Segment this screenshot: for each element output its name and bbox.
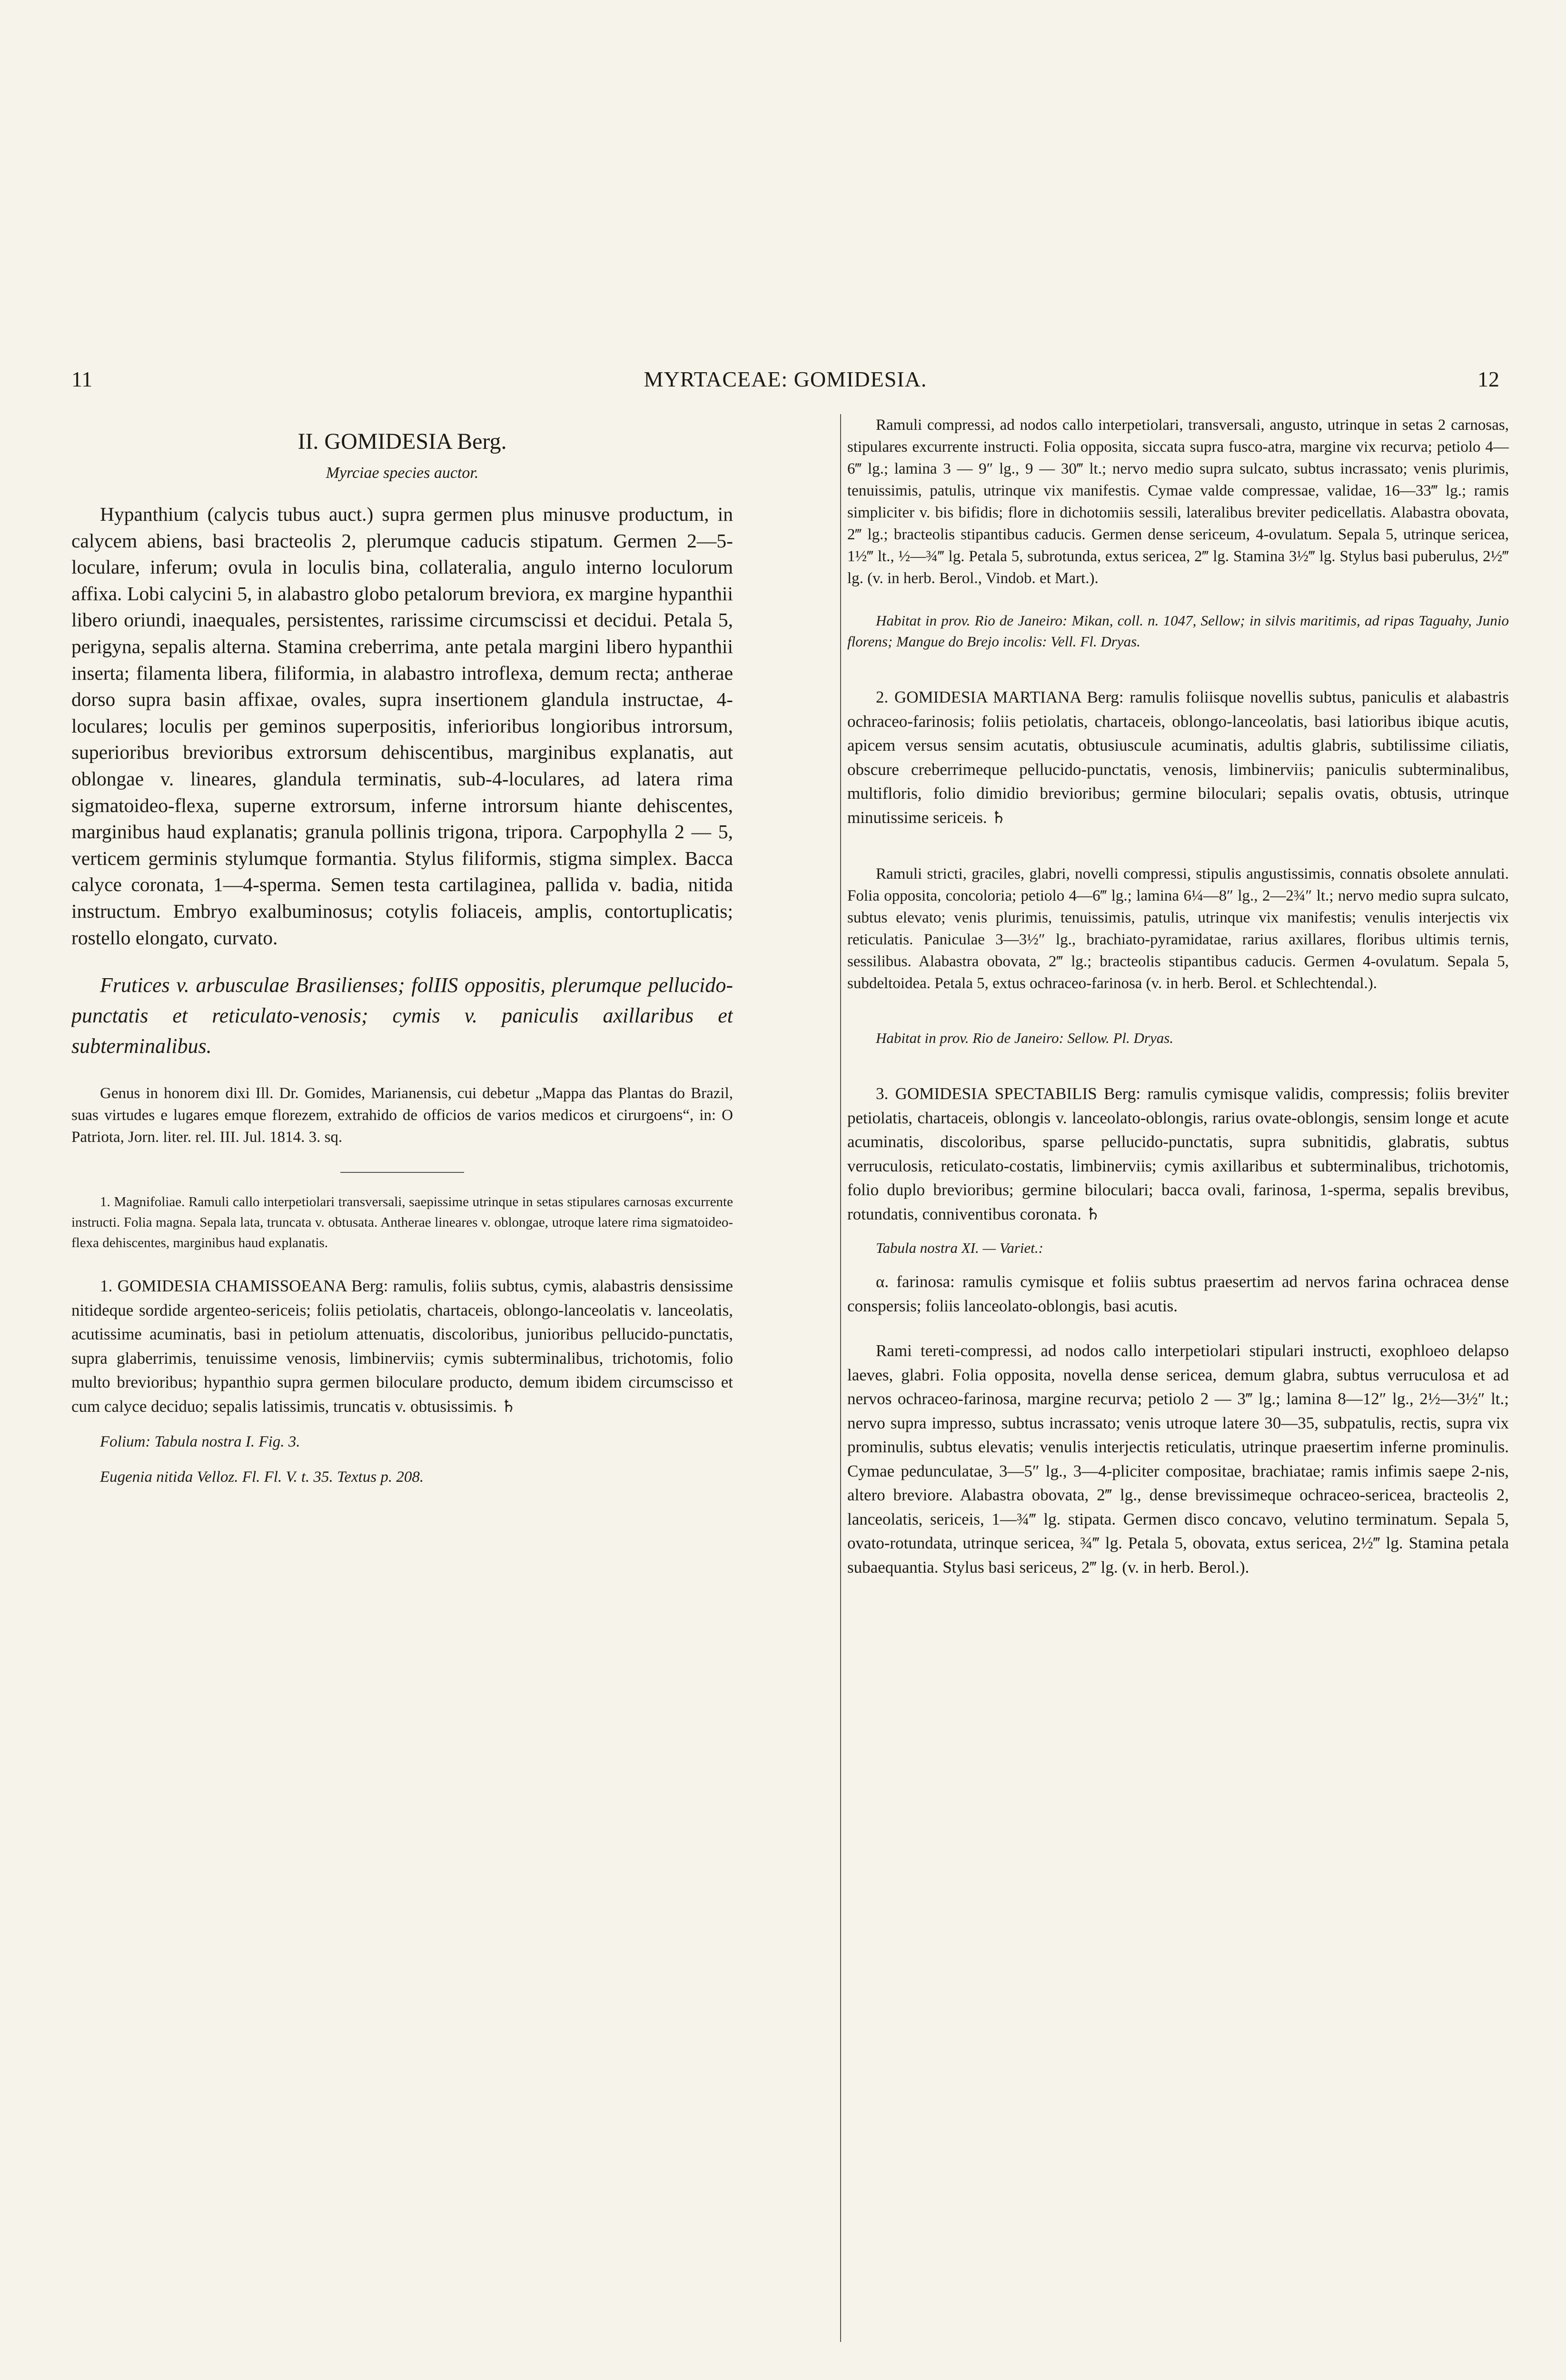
genus-title: II. GOMIDESIA Berg. [297,429,507,454]
species-2-diagnosis: 2. GOMIDESIA MARTIANA Berg: ramulis foliisque novellis subtus, paniculis et alabastris ochraceo-farinosis; foliis petiolatis, chartaceis, oblongo-lanceolatis, basi latioribus ibique acutis, apicem versus sensim acutatis, obtusiuscule acuminatis, adultis glabris, subtilissime ciliatis, obscure creberrimeque pellucido-punctatis, venosis, limbinerviis; paniculis subterminalibus, multifloris, folio dimidio brevioribus; germine biloculari; sepalis ovatis, obtusis, utrinque minutissime sericeis. ♄ [847,688,1509,827]
species-1-diagnosis: 1. GOMIDESIA CHAMISSOEANA Berg: ramulis, foliis subtus, cymis, alabastris densissime nitideque sordide argenteo-sericeis; foliis petiolatis, chartaceis, oblongo-lanceolatis v. lanceolatis, acutissime acuminatis, basi in petiolum attenuatis, discoloribus, junioribus pellucido-punctatis, supra glaberrimis, tenuissime venosis, limbinerviis; cymis subterminalibus, trichotomis, folio multo brevioribus; hypanthio supra germen biloculare producto, demum ibidem circumscisso et cum calyce deciduo; sepalis latissimis, truncatis v. obtusissimis. ♄ [71,1277,733,1416]
page-number-right: 12 [1477,367,1499,391]
species-3-description: Rami tereti-compressi, ad nodos callo interpetiolari stipulari instructi, exophloeo delapso laeves, glabri. Folia opposita, novella dense sericea, demum glabra, subtus verruculosa et ad nervos ochraceo-farinosa, margine recurva; petiolo 2 — 3‴ lg.; lamina 8—12″ lg., 2½—3½″ lt.; nervo supra impresso, subtus incrassato; venis utroque latere 30—35, subpatulis, rectis, supra vix prominulis, subtus elevatis; venulis interjectis reticulatis, utrinque praesertim inferne prominulis. Cymae pedunculatae, 3—5″ lg., 3—4-pliciter compositae, brachiatae; ramis infimis saepe 2-nis, altero breviore. Alabastra obovata, 2‴ lg., dense brevissimeque ochraceo-sericea, bracteolis 2, lanceolatis, sericeis, 1—¾‴ lg. stipata. Germen disco concavo, velutino terminatum. Sepala 5, ovato-rotundata, utrinque sericea, ¾‴ lg. Petala 5, obovata, extus sericea, 2½‴ lg. Stamina petala subaequantia. Stylus basi sericeus, 2‴ lg. (v. in herb. Berol.). [847,1341,1509,1577]
species-2-habitat: Habitat in prov. Rio de Janeiro: Sellow. Pl. Dryas. [876,1030,1174,1046]
section-magnifoliae: 1. Magnifoliae. Ramuli callo interpetiolari transversali, saepissime utrinque in setas stipulares carnosas excurrente instructi. Folia magna. Sepala lata, truncata v. obtusata. Antherae lineares v. oblongae, utroque latere rima sigmatoideo-flexa dehiscentes, marginibus haud explanatis. [71,1194,733,1251]
species-1-citation: Eugenia nitida Velloz. Fl. Fl. V. t. 35. Textus p. 208. [100,1468,424,1486]
genus-description: Hypanthium (calycis tubus auct.) supra germen plus minusve productum, in calycem abiens, basi bracteolis 2, plerumque caducis stipatum. Germen 2—5-loculare, inferum; ovula in loculis bina, collateralia, angulo interno loculorum affixa. Lobi calycini 5, in alabastro globo petalorum breviora, ex margine hypanthii libero oriundi, inaequales, persistentes, rarissime circumscissi et decidui. Petala 5, perigyna, sepalis alterna. Stamina creberrima, ante petala margini libero hypanthii inserta; filamenta libera, filiformia, in alabastro introflexa, demum recta; antherae dorso supra basin affixae, ovales, supra insertionem glandula instructae, 4-loculares; loculis per geminos superpositis, inferioribus longioribus introrsum, superioribus brevioribus extrorsum dehiscentibus, marginibus explanatis, aut oblongae v. lineares, glandula terminatis, sub-4-loculares, ad latera rima sigmatoideo-flexa, superne extrorsum, inferne introrsum hiante dehiscentes, marginibus haud explanatis; granula pollinis trigona, tripora. Carpophylla 2 — 5, verticem germinis stylumque formantia. Stylus filiformis, stigma simplex. Bacca calyce coronata, 1—4-sperma. Semen testa cartilaginea, pallida v. badia, nitida instructum. Embryo exalbuminosus; cotylis foliaceis, amplis, contortuplicatis; rostello elongato, curvato. [71,503,733,949]
running-header [71,367,1499,405]
left-column [71,414,733,2356]
species-2-description: Ramuli stricti, graciles, glabri, novelli compressi, stipulis angustissimis, connatis obsolete annulati. Folia opposita, concoloria; petiolo 4—6‴ lg.; lamina 6¼—8″ lg., 2—2¾″ lt.; nervo medio supra sulcato, subtus elevato; venis plurimis, tenuissimis, patulis, utrinque vix manifestis; venulis interjectis vix reticulatis. Paniculae 3—3½″ lg., brachiato-pyramidatae, rarius axillares, floribus ultimis ternis, sessilibus. Alabastra obovata, 2‴ lg.; bracteolis stipantibus caducis. Germen 4-ovulatum. Sepala 5, subdeltoidea. Petala 5, extus ochraceo-farinosa (v. in herb. Berol. et Schlechtendal.). [847,865,1509,992]
species-3-plate: Tabula nostra XI. — Variet.: [876,1240,1043,1256]
page-number-left: 11 [71,367,93,391]
species-3-diagnosis: 3. GOMIDESIA SPECTABILIS Berg: ramulis cymisque validis, compressis; foliis breviter petiolatis, chartaceis, oblongis v. lanceolato-oblongis, rarius ovate-oblongis, sensim longe et acute acuminatis, discoloribus, sparse pellucido-punctatis, supra subnitidis, glabratis, subtus verruculosis, reticulato-costatis, limbinerviis; cymis axillaribus et subterminalibus, trichotomis, folio duplo brevioribus; germine biloculari; bacca ovali, farinosa, 1-sperma, sepalis brevibus, rotundatis, conniventibus coronata. ♄ [847,1084,1509,1223]
right-column [847,414,1509,2356]
running-title: MYRTACEAE: GOMIDESIA. [644,367,927,391]
genus-subtitle: Myrciae species auctor. [326,464,479,482]
genus-dedication: Genus in honorem dixi Ill. Dr. Gomides, Marianensis, cui debetur „Mappa das Plantas do Brazil, suas virtudes e lugares emque florezem, extrahido de officios de varios medicos et cirurgoens“, in: O Patriota, Jorn. liter. rel. III. Jul. 1814. 3. sq. [71,1085,733,1146]
species-1-figure: Folium: Tabula nostra I. Fig. 3. [100,1433,300,1451]
column-divider [840,414,841,2342]
section-divider [340,1172,464,1173]
genus-diagnosis: Frutices v. arbusculae Brasilienses; folIIS oppositis, plerumque pellucido-punctatis et reticulato-venosis; cymis v. paniculis axillaribus et subterminalibus. [71,973,733,1058]
species-3-variety: α. farinosa: ramulis cymisque et foliis subtus praesertim ad nervos farina ochracea dense conspersis; foliis lanceolato-oblongis, basi acutis. [847,1272,1509,1315]
species-1-description: Ramuli compressi, ad nodos callo interpetiolari, transversali, angusto, utrinque in setas 2 carnosas, stipulares excurrente instructi. Folia opposita, siccata supra fusco-atra, margine vix recurva; petiolo 4—6‴ lg.; lamina 3 — 9″ lg., 9 — 30‴ lt.; nervo medio supra sulcato, subtus incrassato; venis plurimis, tenuissimis, patulis, utrinque vix manifestis. Cymae valde compressae, validae, 16—33‴ lg.; ramis simpliciter v. bis bifidis; flore in dichotomiis sessili, lateralibus breviter pedicellatis. Alabastra obovata, 2‴ lg.; bracteolis stipantibus caducis. Germen dense sericeum, 4-ovulatum. Sepala 5, utrinque sericea, 1½‴ lt., ½—¾‴ lg. Petala 5, subrotunda, extus sericea, 2‴ lg. Stamina 3½‴ lg. Stylus basi puberulus, 2½‴ lg. (v. in herb. Berol., Vindob. et Mart.). [847,416,1509,587]
species-1-habitat: Habitat in prov. Rio de Janeiro: Mikan, coll. n. 1047, Sellow; in silvis maritimis, ad ripas Taguahy, Junio florens; Mangue do Brejo incolis: Vell. Fl. Dryas. [847,612,1509,650]
